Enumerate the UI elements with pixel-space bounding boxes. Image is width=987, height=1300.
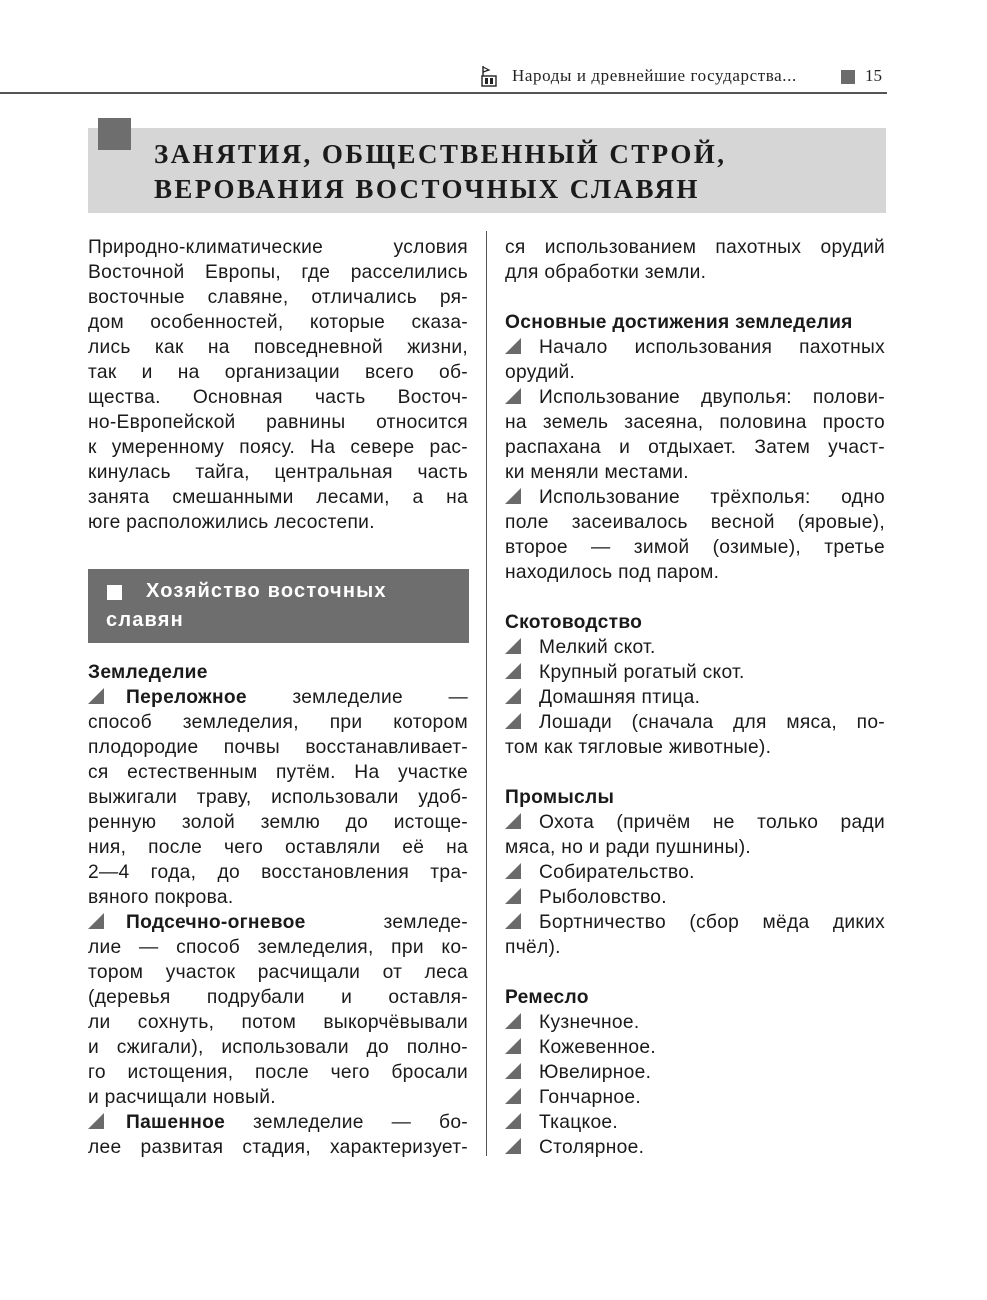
right-column [505, 235, 885, 1160]
chapter-title-square [98, 118, 131, 150]
chapter-title-line-1: ЗАНЯТИЯ, ОБЩЕСТВЕННЫЙ СТРОЙ, [154, 139, 727, 169]
agri-item-2-first-line [88, 910, 468, 935]
achievement-text: Использование трёхполья: одно [539, 487, 885, 508]
intro-line: дом особенностей, которые сказа- [88, 312, 468, 333]
column-divider [486, 231, 487, 1156]
agri-item-2-line: и расчищали новый. [88, 1087, 276, 1108]
intro-line: лись как на повседневной жизни, [88, 337, 468, 358]
page-number: 15 [865, 66, 882, 85]
livestock-text: Мелкий скот. [539, 637, 656, 658]
triangle-bullet-icon [505, 388, 521, 404]
handicraft-text: Кузнечное. [539, 1012, 640, 1033]
agri-item-1-line: ния, после чего оставляли её на [88, 837, 468, 858]
trades-line: пчёл). [505, 937, 561, 958]
trades-text: Рыболовство. [539, 887, 667, 908]
agri-item-2-line: ли сохнуть, потом выкорчёвывали [88, 1012, 468, 1033]
intro-line: Восточной Европы, где расселились [88, 262, 468, 283]
intro-paragraph [88, 235, 468, 535]
achievement-text: Использование двуполья: полови- [539, 387, 885, 408]
book-stack-icon [480, 64, 500, 88]
triangle-bullet-icon [505, 913, 521, 929]
trades-item [505, 860, 885, 885]
triangle-bullet-icon [505, 1063, 521, 1079]
handicraft-item [505, 1035, 885, 1060]
achievements-heading: Основные достижения земледелия [505, 312, 853, 333]
header-rule [0, 92, 887, 94]
agri-item-1-line: вяного покрова. [88, 887, 234, 908]
agri-item-3-term: Пашенное [126, 1112, 226, 1133]
triangle-bullet-icon [505, 663, 521, 679]
agri-item-2-line: (деревья подрубали и оставля- [88, 987, 468, 1008]
livestock-item [505, 635, 885, 660]
trades-text: Охота (причём не только ради [539, 812, 885, 833]
trades-item [505, 910, 885, 935]
handicraft-item [505, 1060, 885, 1085]
triangle-bullet-icon [88, 1113, 104, 1129]
trades-text: Собирательство. [539, 862, 695, 883]
triangle-bullet-icon [88, 913, 104, 929]
intro-line: восточные славяне, отличались ря- [88, 287, 468, 308]
triangle-bullet-icon [505, 713, 521, 729]
handicraft-item [505, 1135, 885, 1160]
agri-item-2-line: и сжигали), использовали до полно- [88, 1037, 468, 1058]
agri-item-3-line: лее развитая стадия, характеризует- [88, 1137, 468, 1158]
achievement-line: поле засеивалось весной (яровые), [505, 512, 885, 533]
left-column [88, 235, 468, 535]
intro-line: к умеренному поясу. На севере рас- [88, 437, 468, 458]
triangle-bullet-icon [505, 863, 521, 879]
section-heading-box [88, 569, 469, 643]
livestock-text: Лошади (сначала для мяса, по- [539, 712, 885, 733]
triangle-bullet-icon [505, 488, 521, 504]
achievement-item [505, 335, 885, 360]
achievement-line: распахана и отдыхает. Затем участ- [505, 437, 885, 458]
triangle-bullet-icon [88, 688, 104, 704]
trades-line: мяса, но и ради пушнины). [505, 837, 752, 858]
handicraft-text: Кожевенное. [539, 1037, 656, 1058]
triangle-bullet-icon [505, 1038, 521, 1054]
chapter-title [154, 137, 874, 207]
trades-item [505, 885, 885, 910]
agriculture-heading: Земледелие [88, 662, 208, 683]
agri-item-1-first-rest: земледелие — [246, 687, 468, 708]
achievement-line: ки меняли местами. [505, 462, 689, 483]
intro-line: юге расположились лесостепи. [88, 512, 375, 533]
agri-item-3-line: для обработки земли. [505, 262, 707, 283]
trades-text: Бортничество (сбор мёда диких [539, 912, 885, 933]
agri-item-3-line: ся использованием пахотных орудий [505, 237, 885, 258]
section-title [106, 577, 456, 635]
triangle-bullet-icon [505, 1113, 521, 1129]
livestock-text: Крупный рогатый скот. [539, 662, 745, 683]
livestock-heading: Скотоводство [505, 612, 643, 633]
livestock-item [505, 685, 885, 710]
agri-item-3-first-line [88, 1110, 468, 1135]
running-header [0, 62, 887, 92]
handicraft-item [505, 1010, 885, 1035]
triangle-bullet-icon [505, 688, 521, 704]
livestock-item [505, 660, 885, 685]
achievement-text: Начало использования пахотных [539, 337, 885, 358]
agri-item-2-line: тором участок расчищали от леса [88, 962, 468, 983]
intro-line: щества. Основная часть Восточ- [88, 387, 468, 408]
livestock-text: Домашняя птица. [539, 687, 701, 708]
agri-item-1-first-line [88, 685, 468, 710]
section-title-line-1: Хозяйство восточных [146, 580, 387, 602]
triangle-bullet-icon [505, 338, 521, 354]
intro-line: Природно-климатические условия [88, 237, 468, 258]
agri-item-1-term: Переложное [126, 687, 247, 708]
achievement-line: на земель засеяна, половина просто [505, 412, 885, 433]
achievement-item [505, 485, 885, 510]
agri-item-1-line: способ земледелия, при котором [88, 712, 468, 733]
agri-item-1-line: плодородие почвы восстанавливает- [88, 737, 468, 758]
handicraft-item [505, 1110, 885, 1135]
intro-line: но-Европейской равнины относится [88, 412, 468, 433]
agri-item-1-line: ся естественным путём. На участке [88, 762, 468, 783]
triangle-bullet-icon [505, 1138, 521, 1154]
agri-item-3-first-rest: земледелие — бо- [225, 1112, 468, 1133]
achievement-line: находилось под паром. [505, 562, 720, 583]
livestock-line: том как тягловые животные). [505, 737, 772, 758]
chapter-title-line-2: ВЕРОВАНИЯ ВОСТОЧНЫХ СЛАВЯН [154, 174, 700, 204]
handicraft-item [505, 1085, 885, 1110]
handicraft-heading: Ремесло [505, 987, 589, 1008]
agriculture-block [88, 660, 468, 1160]
achievement-line: орудий. [505, 362, 576, 383]
running-title: Народы и древнейшие государства... [512, 66, 797, 85]
triangle-bullet-icon [505, 638, 521, 654]
agri-item-2-line: лие — способ земледелия, при ко- [88, 937, 468, 958]
handicraft-text: Столярное. [539, 1137, 645, 1158]
handicraft-text: Ювелирное. [539, 1062, 652, 1083]
agri-item-1-line: ренную золой землю до истоще- [88, 812, 468, 833]
trades-item [505, 810, 885, 835]
agri-item-1-line: 2—4 года, до восстановления тра- [88, 862, 468, 883]
triangle-bullet-icon [505, 888, 521, 904]
handicraft-text: Ткацкое. [539, 1112, 619, 1133]
trades-heading: Промыслы [505, 787, 615, 808]
livestock-item [505, 710, 885, 735]
header-square-marker [841, 70, 855, 84]
achievement-item [505, 385, 885, 410]
section-title-line-2: славян [106, 609, 184, 631]
triangle-bullet-icon [505, 1013, 521, 1029]
achievement-line: второе — зимой (озимые), третье [505, 537, 885, 558]
agri-item-2-first-rest: земледе- [305, 912, 468, 933]
handicraft-text: Гончарное. [539, 1087, 641, 1108]
agri-item-1-line: выжигали траву, использовали удоб- [88, 787, 468, 808]
agri-item-2-term: Подсечно-огневое [126, 912, 306, 933]
intro-line: занята смешанными лесами, а на [88, 487, 468, 508]
intro-line: так и на организации всего об- [88, 362, 468, 383]
triangle-bullet-icon [505, 1088, 521, 1104]
agri-item-2-line: го истощения, после чего бросали [88, 1062, 468, 1083]
triangle-bullet-icon [505, 813, 521, 829]
intro-line: кинулась тайга, центральная часть [88, 462, 468, 483]
